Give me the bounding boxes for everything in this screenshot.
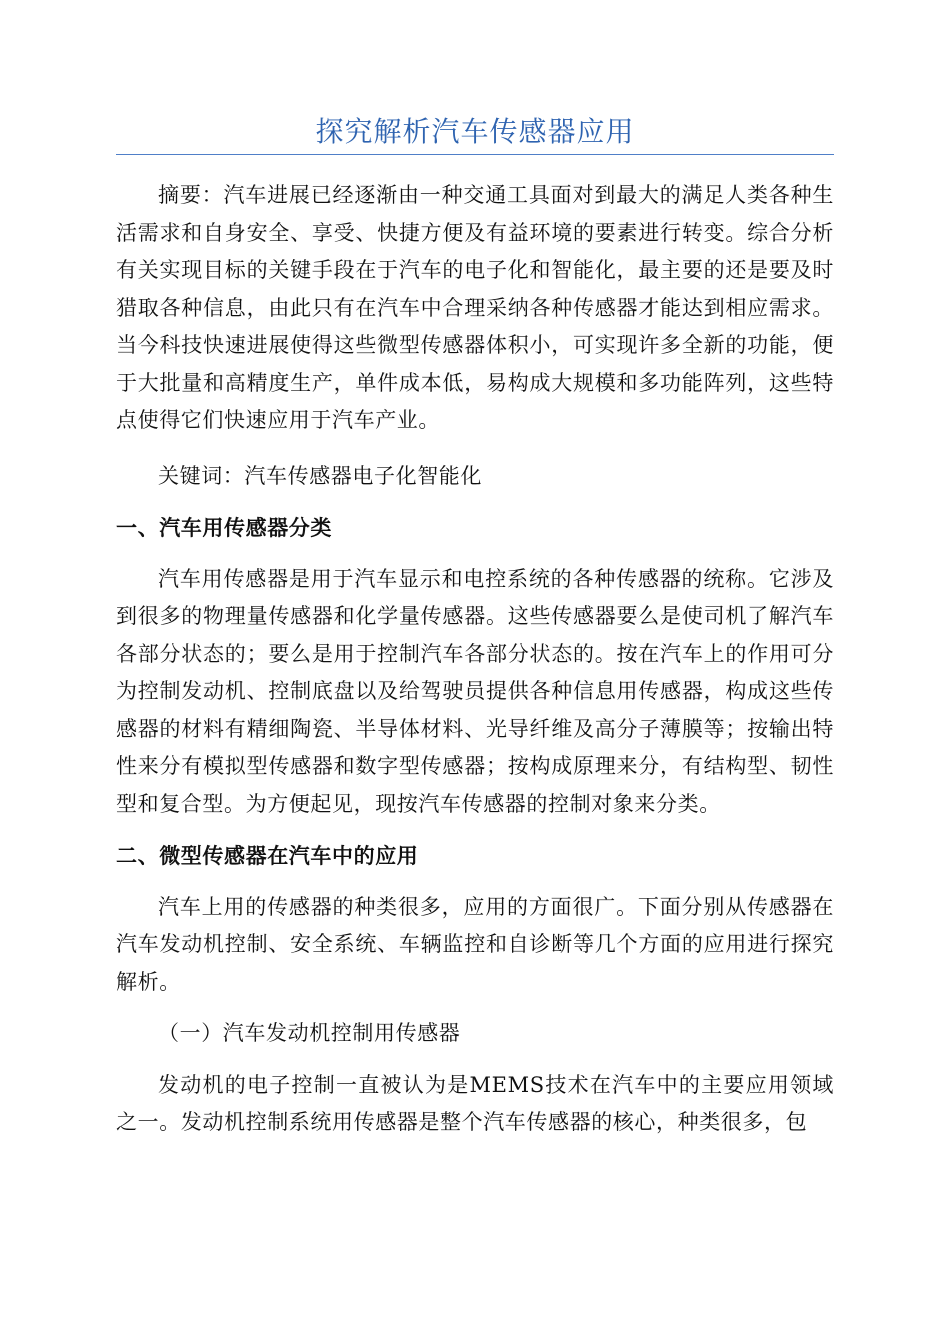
subsection-1-paragraph: 发动机的电子控制一直被认为是MEMS技术在汽车中的主要应用领域之一。发动机控制系统用传感器是整个汽车传感器的核心，种类很多，包 bbox=[116, 1072, 834, 1134]
keywords-line: 关键词：汽车传感器电子化智能化 bbox=[158, 463, 482, 488]
section-heading-1: 一、汽车用传感器分类 bbox=[116, 515, 332, 540]
document-page bbox=[116, 0, 834, 1142]
subsection-heading-1: （一）汽车发动机控制用传感器 bbox=[158, 1021, 461, 1045]
section-2-paragraph: 汽车上用的传感器的种类很多，应用的方面很广。下面分别从传感器在汽车发动机控制、安全系统、车辆监控和自诊断等几个方面的应用进行探究解析。 bbox=[116, 894, 834, 994]
section-heading-2: 二、微型传感器在汽车中的应用 bbox=[116, 843, 419, 868]
document-title: 探究解析汽车传感器应用 bbox=[315, 115, 635, 148]
section-1-paragraph: 汽车用传感器是用于汽车显示和电控系统的各种传感器的统称。它涉及到很多的物理量传感器和化学量传感器。这些传感器要么是使司机了解汽车各部分状态的；要么是用于控制汽车各部分状态的。按在汽车上的作用可分为控制发动机、控制底盘以及给驾驶员提供各种信息用传感器，构成这些传感器的材料有精细陶瓷、半导体材料、光导纤维及高分子薄膜等；按输出特性来分有模拟型传感器和数字型传感器；按构成原理来分，有结构型、韧性型和复合型。为方便起见，现按汽车传感器的控制对象来分类。 bbox=[116, 566, 834, 816]
abstract-paragraph: 摘要：汽车进展已经逐渐由一种交通工具面对到最大的满足人类各种生活需求和自身安全、享受、快捷方便及有益环境的要素进行转变。综合分析有关实现目标的关键手段在于汽车的电子化和智能化，最主要的还是要及时猎取各种信息，由此只有在汽车中合理采纳各种传感器才能达到相应需求。当今科技快速进展使得这些微型传感器体积小，可实现许多全新的功能，便于大批量和高精度生产，单件成本低，易构成大规模和多功能阵列，这些特点使得它们快速应用于汽车产业。 bbox=[116, 183, 834, 432]
